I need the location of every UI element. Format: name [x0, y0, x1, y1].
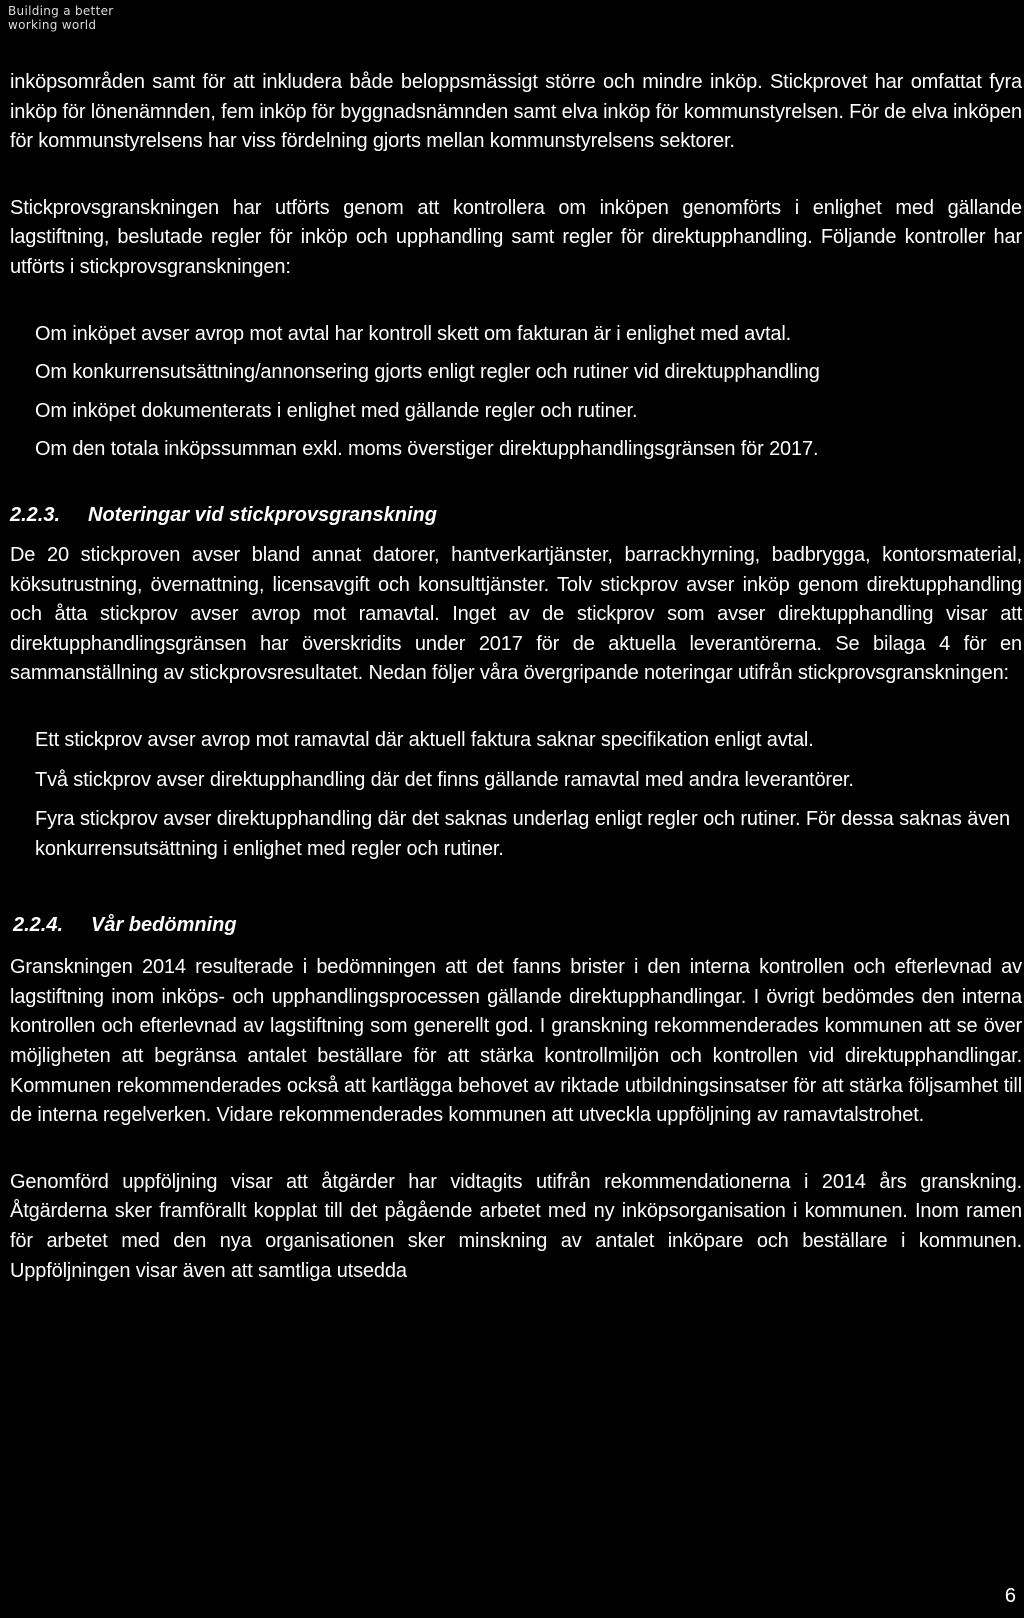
notes-list	[10, 726, 1022, 864]
page-number: 6	[1004, 1585, 1016, 1607]
section-heading-224	[10, 911, 1022, 939]
paragraph-sample-scope: inköpsområden samt för att inkludera både beloppsmässigt större och mindre inköp. Stickprovet har omfattat fyra inköp för lönenämnden, fem inköp för byggnadsnämnden samt elva inköp för kommunstyrelsen. För de elva inköpen för kommunstyrelsens har viss fördelning gjorts mellan kommunstyrelsens sektorer.	[10, 71, 1023, 153]
paragraph-review-method: Stickprovsgranskningen har utförts genom att kontrollera om inköpen genomförts i enlighet med gällande lagstiftning, beslutade regler för inköp och upphandling samt regler för direktupphandling. Följande kontroller har utförts i stickprovsgranskningen:	[10, 196, 1022, 278]
section-number: 2.2.3.	[10, 503, 61, 526]
list-item: Om inköpet dokumenterats i enlighet med gällande regler och rutiner.	[35, 399, 638, 422]
company-logo	[8, 4, 114, 32]
paragraph-assessment-2014: Granskningen 2014 resulterade i bedömningen att det fanns brister i den interna kontrollen och efterlevnad av lagstiftning inom inköps- och upphandlingsprocessen gällande direktupphandlingar. I övrigt bedömdes den interna kontrollen och efterlevnad av lagstiftning som generellt god. I granskning rekommenderades kommunen att se över möjligheten att begränsa antalet beställare för att stärka kontrollmiljön och kontrollen vid direktupphandlingar. Kommunen rekommenderades också att kartlägga behovet av riktade utbildningsinsatser för att stärka följsamhet till de interna regelverken. Vidare rekommenderades kommunen att utveckla uppföljning av ramavtalstrohet.	[10, 956, 1022, 1127]
list-item: Om den totala inköpssumman exkl. moms överstiger direktupphandlingsgränsen för 2017.	[35, 438, 819, 461]
list-item: Fyra stickprov avser direktupphandling där det saknas underlag enligt regler och rutiner. För dessa saknas även konkurrensutsättning i enlighet med regler och rutiner.	[35, 808, 1010, 860]
paragraph-follow-up: Genomförd uppföljning visar att åtgärder har vidtagits utifrån rekommendationerna i 2014 års granskning. Åtgärderna sker framförallt kopplat till det pågående arbetet med ny inköpsorganisation i kommunen. Inom ramen för arbetet med den nya organisationen sker minskning av antalet inköpare och beställare i kommunen. Uppföljningen visar även att samtliga utsedda	[10, 1170, 1022, 1282]
paragraph-sample-notes: De 20 stickproven avser bland annat datorer, hantverkartjänster, barrackhyrning, badbrygga, kontorsmaterial, köksutrustning, övernattning, licensavgift och konsulttjänster. Tolv stickprov avser inköp genom direktupphandling och åtta stickprov avser avrop mot ramavtal. Inget av de stickprov som avser direktupphandling visar att direktupphandlingsgränsen har överskridits under 2017 för de aktuella leverantörerna. Se bilaga 4 för en sammanställning av stickprovsresultatet. Nedan följer våra övergripande noteringar utifrån stickprovsgranskningen:	[10, 543, 1022, 685]
list-item: Två stickprov avser direktupphandling där det finns gällande ramavtal med andra leverantörer.	[35, 768, 854, 791]
section-title: Noteringar vid stickprovsgranskning	[88, 503, 437, 526]
section-heading-223	[10, 501, 1022, 529]
section-number: 2.2.4.	[13, 914, 64, 937]
list-item: Ett stickprov avser avrop mot ramavtal där aktuell faktura saknar specifikation enligt avtal.	[35, 728, 814, 751]
list-item: Om konkurrensutsättning/annonsering gjorts enligt regler och rutiner vid direktupphandling	[35, 361, 820, 384]
document-body	[10, 68, 1022, 1286]
logo-line-1: Building a better	[8, 4, 114, 18]
controls-list	[10, 320, 1022, 465]
list-item: Om inköpet avser avrop mot avtal har kontroll skett om fakturan är i enlighet med avtal.	[35, 322, 792, 345]
section-title: Vår bedömning	[91, 914, 237, 937]
logo-line-2: working world	[8, 18, 97, 32]
